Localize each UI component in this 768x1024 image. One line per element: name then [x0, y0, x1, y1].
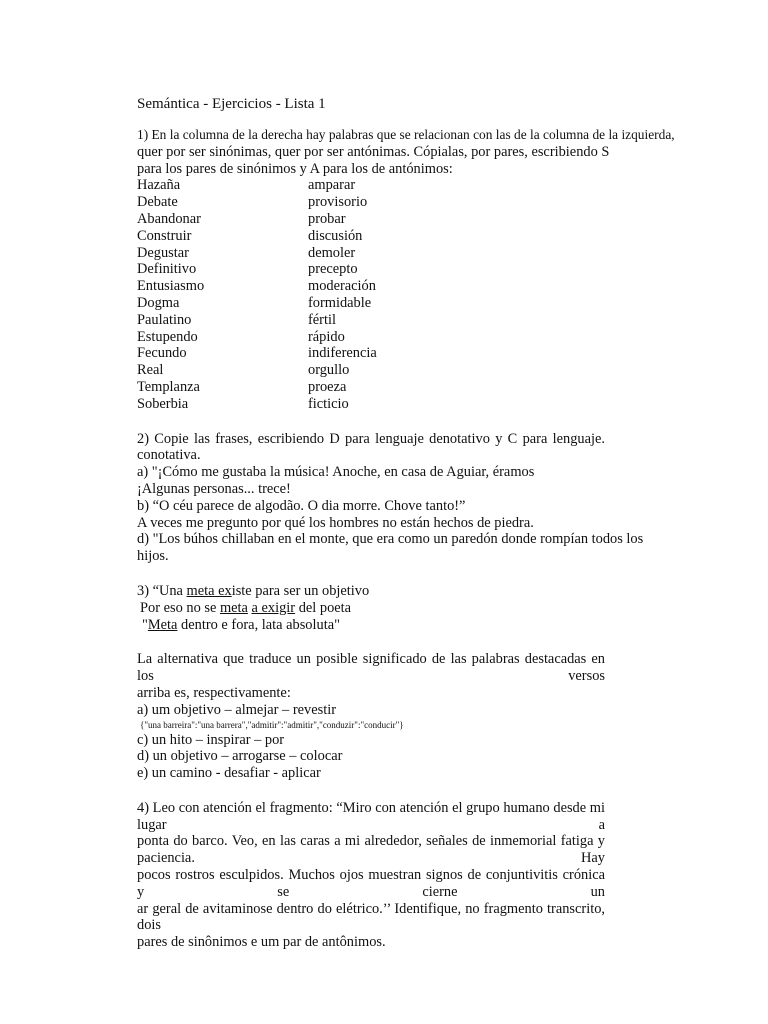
- ex3-option-a: a) um objetivo – almejar – revestir: [137, 701, 337, 718]
- ex3-option-c: c) un hito – inspirar – por: [137, 731, 285, 748]
- ex1-intro-line: quer por ser sinónimas, quer por ser antónimas. Cópialas, por pares, escribiendo S: [137, 143, 610, 160]
- ex3-question-cont: arriba es, respectivamente:: [137, 684, 291, 701]
- left-word: Fecundo: [137, 345, 187, 362]
- left-word: Templanza: [137, 378, 200, 395]
- highlighted-word: Meta: [147, 616, 178, 633]
- left-word: Estupendo: [137, 328, 198, 345]
- verse-text: del poeta: [295, 599, 352, 616]
- left-word: Dogma: [137, 294, 180, 311]
- verse-text: iste para ser un objetivo: [231, 582, 370, 599]
- right-word: rápido: [308, 328, 345, 345]
- right-word: provisorio: [308, 194, 368, 211]
- right-word: fértil: [308, 311, 336, 328]
- right-word: probar: [308, 210, 346, 227]
- exercise-4: [137, 800, 605, 951]
- left-word: Hazaña: [137, 177, 181, 194]
- ex2-item-d-cont: hijos.: [137, 548, 169, 565]
- page-title: Semántica - Ejercicios - Lista 1: [137, 96, 326, 112]
- right-word: precepto: [308, 261, 358, 278]
- left-word: Debate: [137, 194, 178, 211]
- ex3-verse-3: [137, 617, 605, 634]
- ex3-verse-1: [137, 583, 605, 600]
- ex1-intro-line: 1) En la columna de la derecha hay palabras que se relacionan con las de la columna de la izquierda,: [137, 127, 675, 142]
- ex2-item-c: A veces me pregunto por qué los hombres no están hechos de piedra.: [137, 514, 534, 531]
- right-word: demoler: [308, 244, 356, 261]
- ex4-line: pocos rostros esculpidos. Muchos ojos muestran signos de conjuntivitis crónica y se cierne un: [137, 867, 605, 900]
- left-word: Entusiasmo: [137, 278, 205, 295]
- ex4-line: 4) Leo con atención el fragmento: “Miro con atención el grupo humano desde mi lugar a: [137, 799, 605, 833]
- verse-text: dentro e fora, lata absoluta": [177, 616, 340, 633]
- verse-text: Por eso no se: [140, 599, 220, 616]
- right-word: indiferencia: [308, 345, 377, 362]
- ex3-question: La alternativa que traduce un posible significado de las palabras destacadas en los versos: [137, 651, 605, 685]
- ex2-item-b: b) “O céu parece de algodão. O dia morre. Chove tanto!”: [137, 497, 466, 514]
- ex2-intro-line: conotativa.: [137, 447, 201, 464]
- ex2-item-a-cont: ¡Algunas personas... trece!: [137, 480, 291, 497]
- highlighted-word: meta ex: [186, 582, 232, 599]
- ex1-intro-line: para los pares de sinónimos y A para los de antónimos:: [137, 160, 453, 177]
- exercise-3: [137, 583, 605, 782]
- left-word: Degustar: [137, 244, 189, 261]
- verse-text: 3) “Una: [137, 582, 187, 599]
- ex2-intro-line: 2) Copie las frases, escribiendo D para lenguaje denotativo y C para lenguaje.: [137, 430, 605, 447]
- ex2-item-d: d) "Los búhos chillaban en el monte, que era como un paredón donde rompían todos los: [137, 531, 644, 548]
- left-word: Real: [137, 362, 164, 379]
- exercise-2: [137, 430, 644, 565]
- word-pairs-list: [137, 177, 605, 412]
- right-word: ficticio: [308, 395, 349, 412]
- ex3-option-d: d) un objetivo – arrogarse – colocar: [137, 748, 343, 765]
- ex4-line: ponta do barco. Veo, en las caras a mi alrededor, señales de inmemorial fatiga y paciencia. Hay: [137, 833, 605, 867]
- left-word: Soberbia: [137, 395, 189, 412]
- highlighted-word: a exigir: [251, 599, 296, 616]
- ex3-verse-2: [137, 600, 605, 617]
- right-word: orgullo: [308, 362, 350, 379]
- right-word: discusión: [308, 227, 363, 244]
- ex3-option-e: e) un camino - desafiar - aplicar: [137, 765, 321, 782]
- highlighted-word: meta: [219, 599, 248, 616]
- exercise-1: [137, 127, 675, 413]
- ex3-note: {"una barreira":"una barrera","admitir":"admitir","conduzir":"conducir"}: [140, 719, 404, 730]
- right-word: formidable: [308, 294, 372, 311]
- ex2-item-a: a) "¡Cómo me gustaba la música! Anoche, en casa de Aguiar, éramos: [137, 464, 535, 481]
- right-word: amparar: [308, 177, 356, 194]
- left-word: Paulatino: [137, 311, 192, 328]
- ex4-line: pares de sinônimos e um par de antônimos.: [137, 934, 386, 951]
- ex4-line: ar geral de avitaminose dentro do elétrico.’’ Identifique, no fragmento transcrito, dois: [137, 900, 605, 934]
- left-word: Construir: [137, 227, 192, 244]
- left-word: Definitivo: [137, 261, 197, 278]
- left-word: Abandonar: [137, 210, 201, 227]
- right-word: moderación: [308, 278, 376, 295]
- verse-text: ": [142, 616, 148, 633]
- document-page: [137, 95, 675, 951]
- right-word: proeza: [308, 378, 347, 395]
